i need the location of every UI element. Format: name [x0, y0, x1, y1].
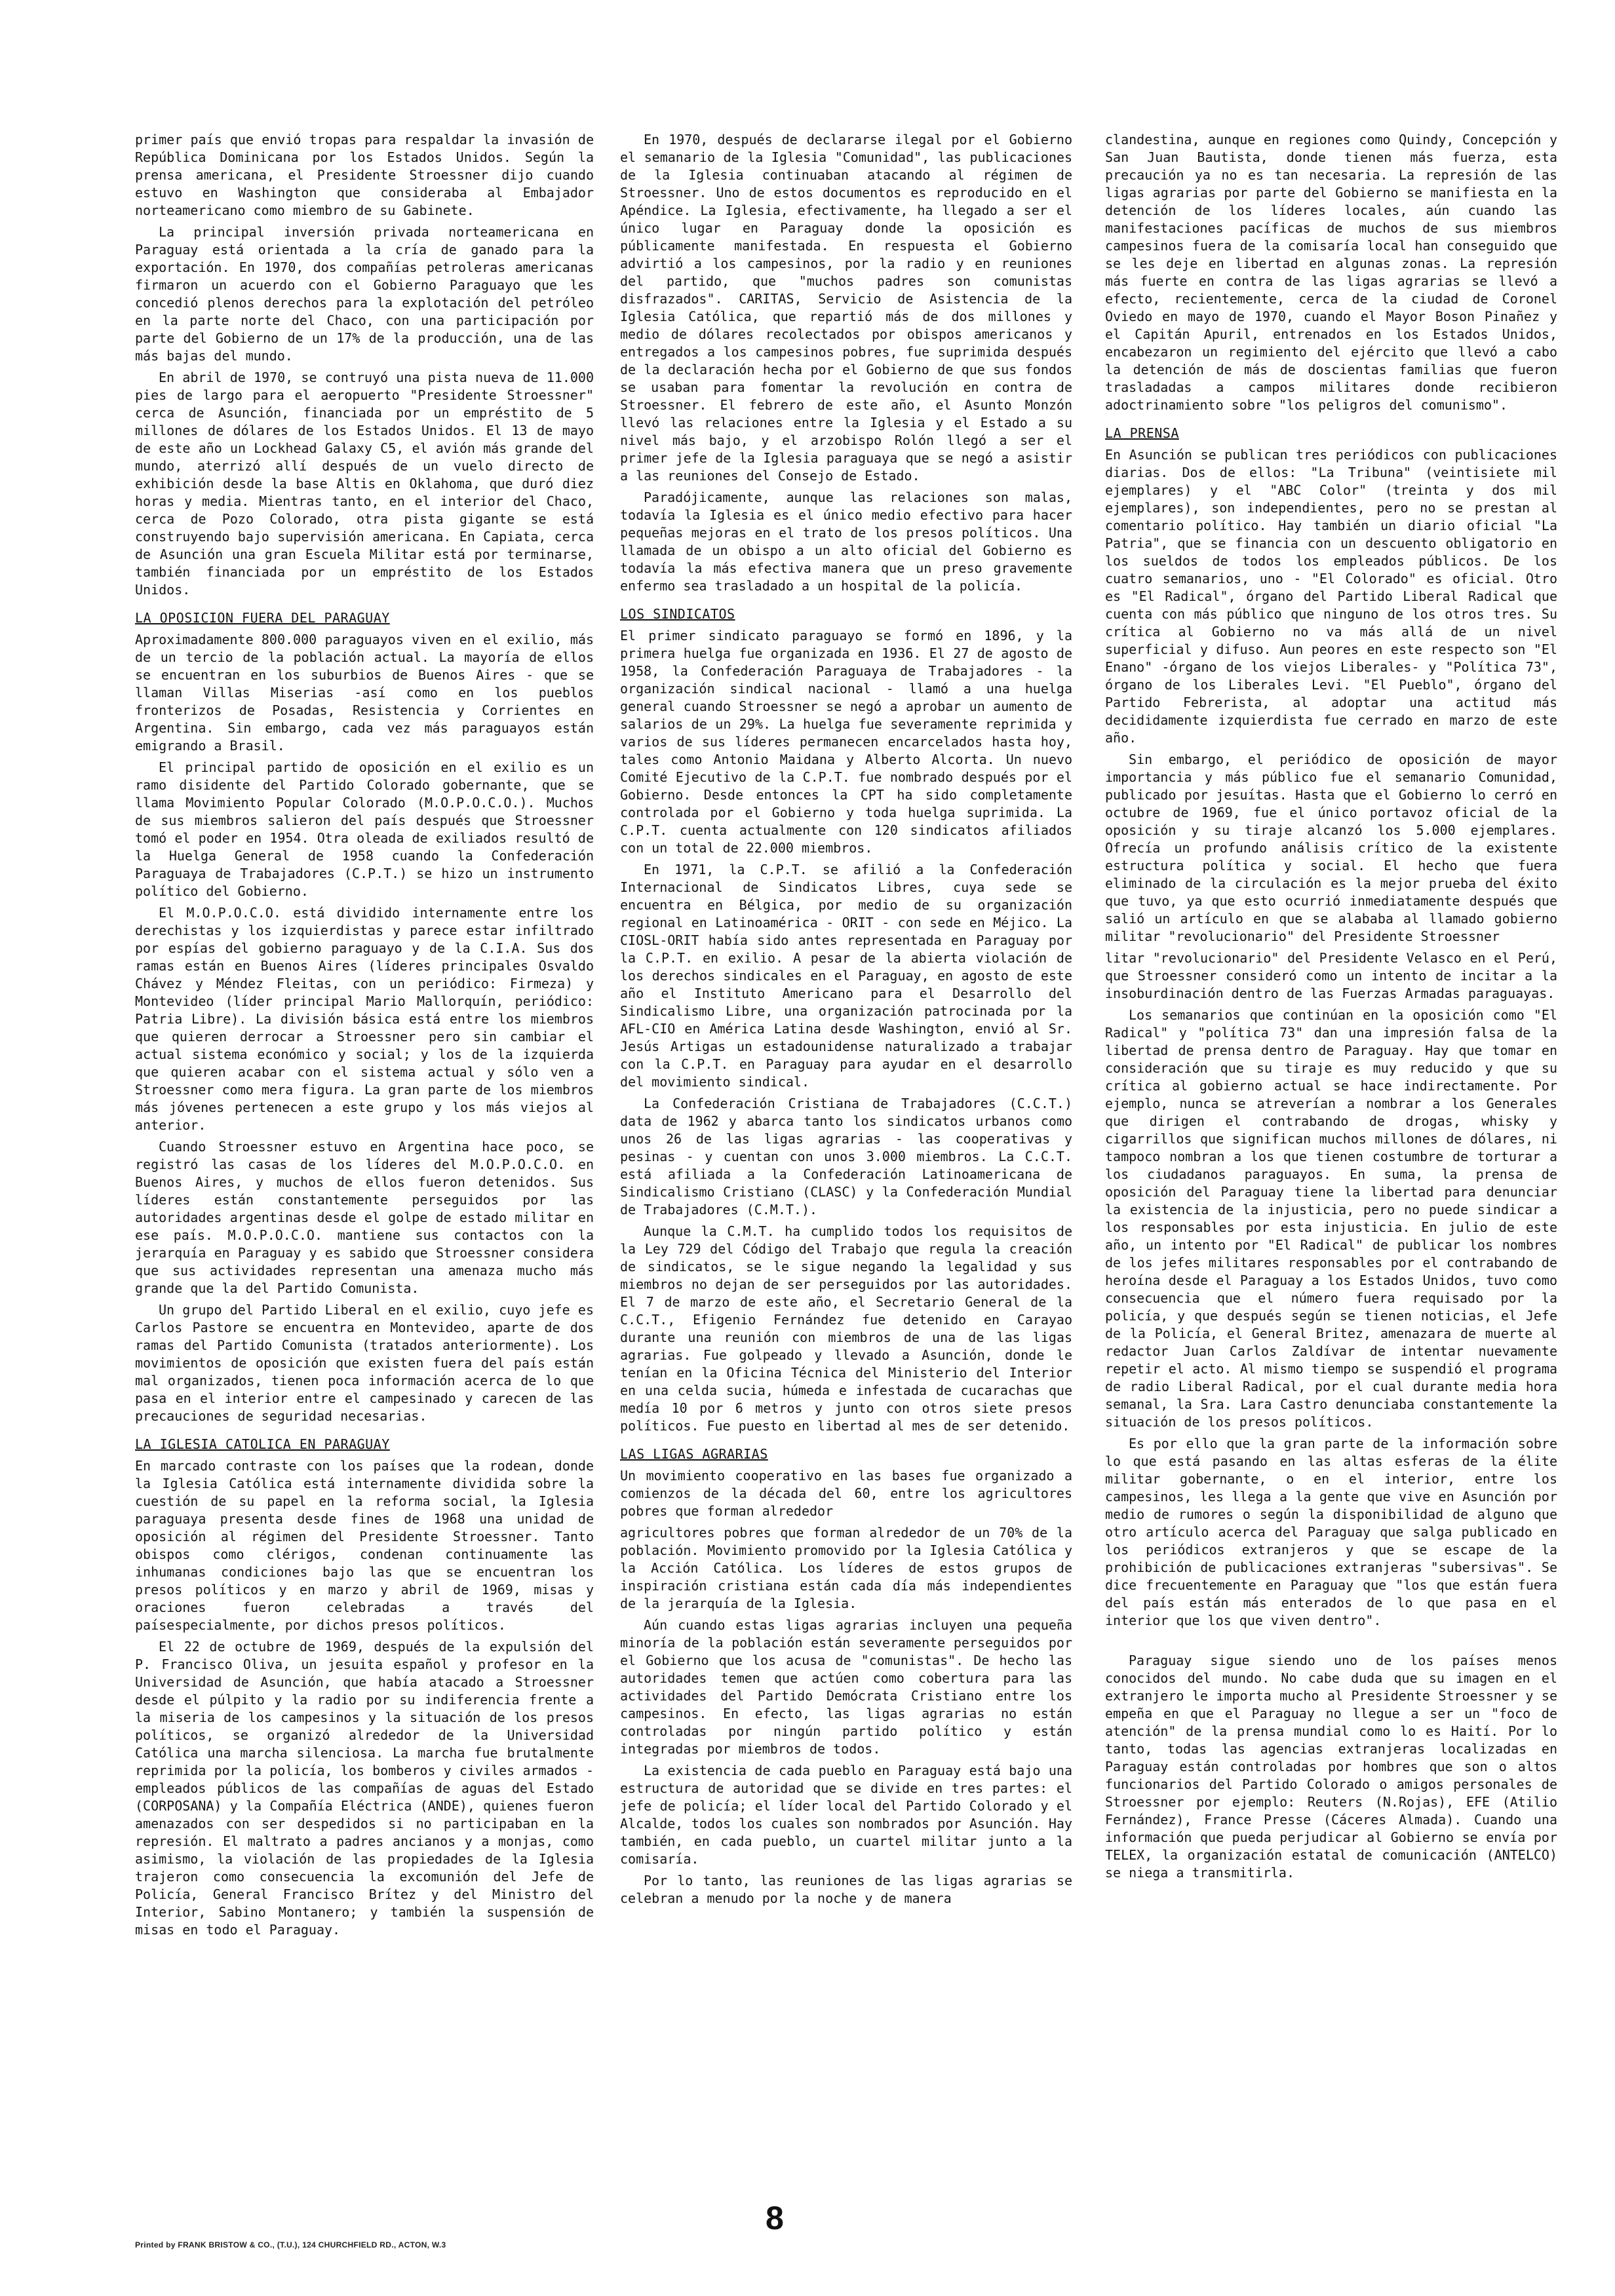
paragraph: Aproximadamente 800.000 paraguayos viven en el exilio, más de un tercio de la población actual. La mayoría de ellos se encuentran en los suburbios de Buenos Aires - que se llaman Villas Miserias -así como en los pueblos fronterizos de Posadas, Resistencia y Corrientes en Argentina. Sin embargo, cada vez más paraguayos están emigrando a Brasil.	[135, 632, 594, 754]
text-column-left	[135, 131, 594, 2130]
paragraph: litar "revolucionario" del Presidente Velasco en el Perú, que Stroessner consideró como un intento de incitar a la insoburdinación dentro de las Fuerzas Armadas paraguayas.	[1105, 950, 1557, 1001]
section-heading-oposicion: LA OPOSICION FUERA DEL PARAGUAY	[135, 610, 390, 626]
paragraph: clandestina, aunque en regiones como Quindy, Concepción y San Juan Bautista, donde tienen más fuerza, esta precaución ya no es tan necesaria. La represión de las ligas agrarias por parte del Gobierno se manifiesta en la detención de los líderes locales, aún cuando las manifestaciones pacíficas de muchos de sus miembros campesinos fuera de la comisaría local han conseguido que se les deje en libertad en algunas zonas. La represión más fuerte en contra de las ligas agrarias se llevó a efecto, recientemente, cerca de la ciudad de Coronel Oviedo en mayo de 1970, cuando el Mayor Boson Pinañez y el Capitán Apuril, entrenados en los Estados Unidos, encabezaron un regimiento del ejército que llevó a cabo la detención de más de doscientas familias que fueron trasladadas a campos militares donde recibieron adoctrinamiento sobre "los peligros del comunismo".	[1105, 132, 1557, 413]
paragraph: La principal inversión privada norteamericana en Paraguay está orientada a la cría de ganado para la exportación. En 1970, dos compañías petroleras americanas firmaron un acuerdo con el Gobierno Paraguayo que les concedió plenos derechos para la explotación del petróleo en la parte norte del Chaco, con una participación por parte del Gobierno de un 17% de la producción, una de las más bajas del mundo.	[135, 224, 594, 364]
paragraph: Un grupo del Partido Liberal en el exilio, cuyo jefe es Carlos Pastore se encuentra en Montevideo, aparte de dos ramas del Partido Comunista (tratados anteriormente). Los movimientos de oposición que existen fuera del país están mal organizados, tienen poca información acerca de lo que pasa en el interior entre el campesinado y carecen de las precauciones de seguridad necesarias.	[135, 1302, 594, 1424]
paragraph: agricultores pobres que forman alrededor de un 70% de la población. Movimiento promovido por la Iglesia Católica y la Acción Católica. Los líderes de estos grupos de inspiración cristiana están cada día más independientes de la jerarquía de la Iglesia.	[620, 1525, 1072, 1611]
paragraph: En abril de 1970, se contruyó una pista nueva de 11.000 pies de largo para el aeropuerto "Presidente Stroessner" cerca de Asunción, financiada por un empréstito de 5 millones de dólares de los Estados Unidos. El 13 de mayo de este año un Lockhead Galaxy C5, el avión más grande del mundo, aterrizó allí después de un vuelo directo de exhibición desde la base Altis en Oklahoma, que duró diez horas y media. Mientras tanto, en el interior del Chaco, cerca de Pozo Colorado, otra pista gigante se está construyendo bajo supervisión americana. En Capiata, cerca de Asunción una gran Escuela Militar está por terminarse, también financiada por un empréstito de los Estados Unidos.	[135, 370, 594, 598]
paragraph: primer país que envió tropas para respaldar la invasión de República Dominicana por los Estados Unidos. Según la prensa americana, el Presidente Stroessner dijo cuando estuvo en Washington que consideraba al Embajador norteamericano como miembro de su Gabinete.	[135, 132, 594, 218]
text-column-middle	[620, 131, 1072, 2130]
paragraph: El 22 de octubre de 1969, después de la expulsión del P. Francisco Oliva, un jesuita español y profesor en la Universidad de Asunción, que había atacado a Stroessner desde el púlpito y la radio por su indiferencia frente a la miseria de los campesinos y la situación de los presos políticos, se organizó alrededor de la Universidad Católica una marcha silenciosa. La marcha fue brutalmente reprimida por la policía, los bomberos y civiles armados - empleados públicos de las compañías de aguas del Estado (CORPOSANA) y la Compañía Eléctrica (ANDE), quienes fueron amenazados con ser despedidos si no participaban en la represión. El maltrato a padres ancianos y a monjas, como asimismo, la violación de las propiedades de la Iglesia trajeron como consecuencia la excomunión del Jefe de Policía, General Francisco Brítez y del Ministro del Interior, Sabino Montanero; y también la suspensión de misas en todo el Paraguay.	[135, 1639, 594, 1938]
paragraph: Un movimiento cooperativo en las bases fue organizado a comienzos de la década del 60, entre los agricultores pobres que forman alrededor	[620, 1468, 1072, 1519]
paragraph: Cuando Stroessner estuvo en Argentina hace poco, se registró las casas de los líderes del M.O.P.O.C.O. en Buenos Aires, y muchos de ellos fueron detenidos. Sus líderes están constantemente perseguidos por las autoridades argentinas desde el golpe de estado militar en ese país. M.O.P.O.C.O. mantiene sus contactos con la jerarquía en Paraguay y es sabido que Stroessner considera que sus actividades representan una amenaza mucho más grande que la del Partido Comunista.	[135, 1139, 594, 1296]
paragraph: Aún cuando estas ligas agrarias incluyen una pequeña minoría de la población están severamente perseguidos por el Gobierno que los acusa de "comunistas". De hecho las autoridades temen que actúen como cobertura para las actividades del Partido Demócrata Cristiano entre los campesinos. En efecto, las ligas agrarias no están controladas por ningún partido político y están integradas por miembros de todos.	[620, 1617, 1072, 1757]
section-heading-iglesia: LA IGLESIA CATOLICA EN PARAGUAY	[135, 1436, 390, 1452]
paragraph: La Confederación Cristiana de Trabajadores (C.C.T.) data de 1962 y abarca tanto los sindicatos urbanos como unos 26 de las ligas agrarias - las cooperativas y pesinas - y cuentan con unos 3.000 miembros. La C.C.T. está afiliada a la Confederación Latinoamericana de Sindicalismo Cristiano (CLASC) y la Confederación Mundial de Trabajadores (C.M.T.).	[620, 1096, 1072, 1217]
paragraph: Los semanarios que continúan en la oposición como "El Radical" y "política 73" dan una impresión falsa de la libertad de prensa dentro de Paraguay. Hay que tomar en consideración que su tiraje es muy reducido y que su crítica al gobierno actual se hace indirectamente. Por ejemplo, nunca se atreverían a nombrar a los Generales que dirigen el contrabando de drogas, whisky y cigarrillos que significan muchos millones de dólares, ni tampoco nombran a los que tienen costumbre de torturar a los ciudadanos paraguayos. En suma, la prensa de oposición del Paraguay tiene la libertad para denunciar la existencia de la injusticia, pero no puede sindicar a los responsables por esta injusticia. En julio de este año, un intento por "El Radical" de publicar los nombres de los jefes militares responsables por el contrabando de heroína desde el Paraguay a los Estados Unidos, tuvo como consecuencia que el número fuera requisado por la policía, y que después según se tienen noticias, el Jefe de la Policía, el General Britez, amenazara de muerte al redactor Juan Carlos Zaldívar de intentar nuevamente repetir el acto. Al mismo tiempo se suspendió el programa de radio Liberal Radical, por el cual durante media hora semanal, la Sra. Lara Castro denunciaba constantemente la situación de los presos políticos.	[1105, 1007, 1557, 1430]
section-heading-ligas-agrarias: LAS LIGAS AGRARIAS	[620, 1446, 768, 1462]
paragraph: Aunque la C.M.T. ha cumplido todos los requisitos de la Ley 729 del Código del Trabajo que regula la creación de sindicatos, se le sigue negando la legalidad y sus miembros no dejan de ser perseguidos por las autoridades. El 7 de marzo de este año, el Secretario General de la C.C.T., Efigenio Fernández fue detenido en Carayao durante una reunión con miembros de una de las ligas agrarias. Fue golpeado y llevado a Asunción, donde le tenían en la Oficina Técnica del Ministerio del Interior en una celda sucia, húmeda e infestada de cucarachas que medía 10 por 6 metros y junto con otros siete presos políticos. Fue puesto en libertad al mes de ser detenido.	[620, 1223, 1072, 1434]
page-number: 8	[766, 2200, 784, 2236]
section-heading-sindicatos: LOS SINDICATOS	[620, 606, 735, 622]
paragraph: En 1971, la C.P.T. se afilió a la Confederación Internacional de Sindicatos Libres, cuya sede se encuentra en Bélgica, por medio de su organización regional en Latinoamérica - ORIT - con sede en Méjico. La CIOSL-ORIT había sido antes representada en Paraguay por la C.P.T. en exilio. A pesar de la abierta violación de los derechos sindicales en el Paraguay, en agosto de este año el Instituto Americano para el Desarrollo del Sindicalismo Libre, una organización patrocinada por la AFL-CIO en América Latina desde Washington, envió al Sr. Jesús Artigas un estadounidense naturalizado a trabajar con la C.P.T. en Paraguay para ayudar en el desarrollo del movimiento sindical.	[620, 862, 1072, 1090]
paragraph: El primer sindicato paraguayo se formó en 1896, y la primera huelga fue organizada en 1936. El 27 de agosto de 1958, la Confederación Paraguaya de Trabajadores - la organización sindical nacional - llamó a una huelga general cuando Stroessner se negó a aprobar un aumento de salarios de un 29%. La huelga fue severamente reprimida y varios de sus líderes permanecen encarcelados hasta hoy, tales como Antonio Maidana y Alberto Alcorta. Un nuevo Comité Ejecutivo de la C.P.T. fue nombrado después por el Gobierno. Desde entonces la CPT ha sido completamente controlada por el Gobierno y toda huelga suprimida. La C.P.T. cuenta actualmente con 120 sindicatos afiliados con un total de 22.000 miembros.	[620, 628, 1072, 856]
paragraph: El principal partido de oposición en el exilio es un ramo disidente del Partido Colorado gobernante, que se llama Movimiento Popular Colorado (M.O.P.O.C.O.). Muchos de sus miembros salieron del país después que Stroessner tomó el poder en 1954. Otra oleada de exiliados resultó de la Huelga General de 1958 cuando la Confederación Paraguaya de Trabajadores (C.P.T.) se hizo un instrumento político del Gobierno.	[135, 759, 594, 899]
paragraph: Sin embargo, el periódico de oposición de mayor importancia y más público fue el semanario Comunidad, publicado por jesuítas. Hasta que el Gobierno lo cerró en octubre de 1969, fue el único portavoz oficial de la oposición y su tiraje alcanzó los 5.000 ejemplares. Ofrecía un profundo análisis crítico de la existente estructura política y social. El hecho que fuera eliminado de la circulación es la mejor prueba del éxito que tuvo, ya que esto ocurrió inmediatamente después que salió un artículo en que se alababa al llamado gobierno militar "revolucionario" del Presidente Stroessner	[1105, 752, 1557, 944]
paragraph: Paraguay sigue siendo uno de los países menos conocidos del mundo. No cabe duda que su imagen en el extranjero le importa mucho al Presidente Stroessner y se empeña en que el Paraguay no llegue a ser un "foco de atención" de la prensa mundial como lo es Haití. Por lo tanto, todas las agencias extranjeras localizadas en Paraguay están controladas por hombres que son o altos funcionarios del Partido Colorado o amigos personales de Stroessner por ejemplo: Reuters (N.Rojas), EFE (Atilio Fernández), France Presse (Cáceres Almada). Cuando una información que pueda perjudicar al Gobierno se envía por TELEX, la organización estatal de comunicación (ANTELCO) se niega a transmitirla.	[1105, 1653, 1557, 1881]
paragraph: Paradójicamente, aunque las relaciones son malas, todavía la Iglesia es el único medio efectivo para hacer pequeñas mejoras en el trato de los presos políticos. Una llamada de un obispo a un alto oficial del Gobierno es todavía la más efectiva manera que un preso gravemente enfermo sea trasladado a un hospital de la policía.	[620, 489, 1072, 594]
spacer	[1105, 1634, 1557, 1652]
paragraph: Por lo tanto, las reuniones de las ligas agrarias se celebran a menudo por la noche y de manera	[620, 1873, 1072, 1906]
paragraph: El M.O.P.O.C.O. está dividido internamente entre los derechistas y los izquierdistas y parece estar infiltrado por espías del gobierno paraguayo y de la C.I.A. Sus dos ramas están en Buenos Aires (líderes principales Osvaldo Chávez y Méndez Fleitas, con un periódico: Firmeza) y Montevideo (líder principal Mario Mallorquín, periódico: Patria Libre). La división básica está entre los miembros que quieren derrocar a Stroessner pero sin cambiar el actual sistema económico y social; y los de la izquierda que quieren acabar con el sistema actual y sólo ven a Stroessner como mera figura. La gran parte de los miembros más jóvenes pertenecen a este grupo y los más viejos al anterior.	[135, 905, 594, 1133]
text-column-right	[1105, 131, 1557, 2130]
paragraph: Es por ello que la gran parte de la información sobre lo que está pasando en las altas esferas de la élite militar gobernante, o en el interior, entre los campesinos, les llega a la gente que vive en Asunción por medio de rumores o según la disponibilidad de alguno que otro artículo acerca del Paraguay que salga publicado en los periódicos extranjeros y que se escape de la prohibición de publicaciones extranjeras "subersivas". Se dice frecuentemente en Paraguay que "los que están fuera del país están más enterados de lo que pasa en el interior que los que viven dentro".	[1105, 1436, 1557, 1628]
paragraph: En 1970, después de declararse ilegal por el Gobierno el semanario de la Iglesia "Comunidad", las publicaciones de la Iglesia continuaban atacando al régimen de Stroessner. Uno de estos documentos es reproducido en el Apéndice. La Iglesia, efectivamente, ha llegado a ser el único lugar en Paraguay donde la oposición es públicamente manifestada. En respuesta el Gobierno advirtió a los campesinos, por la radio y en reuniones del partido, que "muchos padres son comunistas disfrazados". CARITAS, Servicio de Asistencia de la Iglesia Católica, que repartió más de dos millones y medio de dólares recolectados por obispos americanos y entregados a los campesinos pobres, fue suprimida después de la declaración hecha por el Gobierno de que sus fondos se usaban para fomentar la revolución en contra de Stroessner. El febrero de este año, el Asunto Monzón llevó las relaciones entre la Iglesia y el Estado a su nivel más bajo, y el arzobispo Rolón llegó a ser el primer jefe de la Iglesia paraguaya que se negó a asistir a las reuniones del Consejo de Estado.	[620, 132, 1072, 484]
paragraph: La existencia de cada pueblo en Paraguay está bajo una estructura de autoridad que se divide en tres partes: el jefe de policía; el líder local del Partido Colorado y el Alcalde, todos los cuales son nombrados por Asunción. Hay también, en cada pueblo, un cuartel militar junto a la comisaría.	[620, 1763, 1072, 1867]
section-heading-prensa: LA PRENSA	[1105, 425, 1179, 441]
printer-imprint: Printed by FRANK BRISTOW & CO., (T.U.), 124 CHURCHFIELD RD., ACTON, W.3	[135, 2240, 446, 2249]
paragraph: En Asunción se publican tres periódicos con publicaciones diarias. Dos de ellos: "La Tribuna" (veintisiete mil ejemplares) y el "ABC Color" (treinta y dos mil ejemplares), son independientes, pero no se prestan al comentario político. Hay también un diario oficial "La Patria", que se financia con un descuento obligatorio en los sueldos de todos los empleados públicos. De los cuatro semanarios, uno - "El Colorado" es oficial. Otro es "El Radical", órgano del Partido Liberal Radical que cuenta con más público que ninguno de los otros tres. Su crítica al Gobierno no va más allá de un nivel superficial y difuso. Aun peores en este respecto son "El Enano" -órgano de los viejos Liberales- y "Política 73", órgano de los Liberales Levi. "El Pueblo", órgano del Partido Febrerista, al adoptar una actitud más decididamente izquierdista fue cerrado en marzo de este año.	[1105, 447, 1557, 746]
paragraph: En marcado contraste con los países que la rodean, donde la Iglesia Católica está internamente dividida sobre la cuestión de su papel en la reforma social, la Iglesia paraguaya presenta desde fines de 1968 una unidad de oposición al régimen del Presidente Stroessner. Tanto obispos como clérigos, condenan continuamente las inhumanas condiciones bajo las que se encuentran los presos políticos y en marzo y abril de 1969, misas y oraciones fueron celebradas a través del paísespecialmente, por dichos presos políticos.	[135, 1458, 594, 1633]
